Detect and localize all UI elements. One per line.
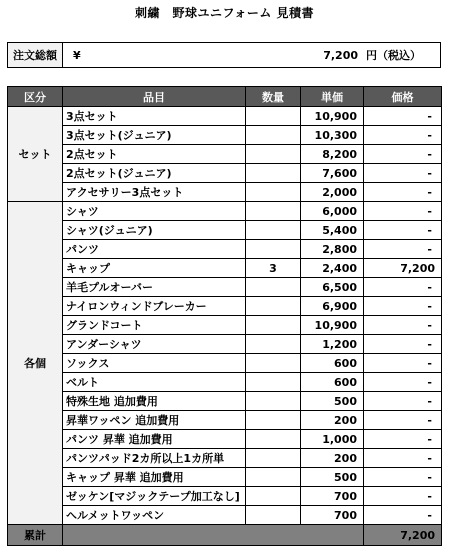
unit-price-cell: 600	[301, 373, 364, 392]
item-cell: パンツ	[63, 240, 246, 259]
table-row	[8, 164, 442, 183]
table-row	[8, 411, 442, 430]
header-item: 品目	[63, 87, 246, 107]
yen-symbol: ¥	[73, 48, 81, 62]
set-category-cell: セット	[8, 107, 63, 202]
unit-price-cell: 500	[301, 392, 364, 411]
qty-cell[interactable]	[246, 297, 301, 316]
qty-cell[interactable]: 3	[246, 259, 301, 278]
qty-cell[interactable]	[246, 240, 301, 259]
summary-fill	[63, 525, 364, 546]
qty-cell[interactable]	[246, 278, 301, 297]
qty-cell[interactable]	[246, 126, 301, 145]
table-row	[8, 259, 442, 278]
price-cell: -	[364, 126, 442, 145]
table-row	[8, 506, 442, 525]
price-cell: -	[364, 430, 442, 449]
unit-price-cell: 6,500	[301, 278, 364, 297]
qty-cell[interactable]	[246, 107, 301, 126]
table-row	[8, 487, 442, 506]
qty-cell[interactable]	[246, 335, 301, 354]
order-total-amount: 7,200	[323, 48, 358, 62]
price-cell: -	[364, 392, 442, 411]
item-cell: アンダーシャツ	[63, 335, 246, 354]
qty-cell[interactable]	[246, 145, 301, 164]
table-row	[8, 468, 442, 487]
document-title: 刺繍 野球ユニフォーム 見積書	[134, 6, 315, 20]
unit-price-cell: 500	[301, 468, 364, 487]
order-total-unit: 円（税込）	[366, 49, 421, 62]
price-cell: -	[364, 506, 442, 525]
unit-price-cell: 2,800	[301, 240, 364, 259]
qty-cell[interactable]	[246, 392, 301, 411]
item-cell: 昇華ワッペン 追加費用	[63, 411, 246, 430]
table-row	[8, 335, 442, 354]
table-row	[8, 278, 442, 297]
price-cell: -	[364, 373, 442, 392]
table-row	[8, 449, 442, 468]
price-cell: -	[364, 145, 442, 164]
qty-cell[interactable]	[246, 221, 301, 240]
price-cell: -	[364, 354, 442, 373]
price-cell: -	[364, 468, 442, 487]
unit-price-cell: 8,200	[301, 145, 364, 164]
unit-price-cell: 2,000	[301, 183, 364, 202]
order-total-label: 注文総額	[8, 43, 63, 67]
table-row	[8, 221, 442, 240]
price-cell: -	[364, 411, 442, 430]
qty-cell[interactable]	[246, 354, 301, 373]
summary-label: 累計	[8, 525, 63, 546]
item-cell: 3点セット	[63, 107, 246, 126]
qty-cell[interactable]	[246, 506, 301, 525]
summary-row	[8, 525, 442, 546]
summary-value: 7,200	[364, 525, 442, 546]
item-cell: シャツ(ジュニア)	[63, 221, 246, 240]
unit-price-cell: 600	[301, 354, 364, 373]
table-row	[8, 430, 442, 449]
unit-price-cell: 6,000	[301, 202, 364, 221]
item-cell: キャップ	[63, 259, 246, 278]
table-row	[8, 240, 442, 259]
price-cell: -	[364, 240, 442, 259]
item-cell: アクセサリー3点セット	[63, 183, 246, 202]
table-row	[8, 354, 442, 373]
item-cell: グランドコート	[63, 316, 246, 335]
unit-price-cell: 10,900	[301, 316, 364, 335]
unit-price-cell: 200	[301, 411, 364, 430]
qty-cell[interactable]	[246, 316, 301, 335]
price-cell: -	[364, 183, 442, 202]
header-price: 価格	[364, 87, 442, 107]
table-row	[8, 202, 442, 221]
item-cell: 特殊生地 追加費用	[63, 392, 246, 411]
order-total-box	[7, 42, 441, 68]
table-row	[8, 297, 442, 316]
price-cell: -	[364, 164, 442, 183]
unit-price-cell: 7,600	[301, 164, 364, 183]
price-cell: -	[364, 335, 442, 354]
table-row	[8, 183, 442, 202]
qty-cell[interactable]	[246, 449, 301, 468]
price-cell: -	[364, 487, 442, 506]
table-row	[8, 373, 442, 392]
item-cell: ソックス	[63, 354, 246, 373]
qty-cell[interactable]	[246, 183, 301, 202]
unit-price-cell: 2,400	[301, 259, 364, 278]
item-cell: 3点セット(ジュニア)	[63, 126, 246, 145]
item-cell: 2点セット	[63, 145, 246, 164]
unit-price-cell: 5,400	[301, 221, 364, 240]
unit-price-cell: 6,900	[301, 297, 364, 316]
table-row	[8, 107, 442, 126]
unit-price-cell: 1,200	[301, 335, 364, 354]
price-cell: 7,200	[364, 259, 442, 278]
header-qty: 数量	[246, 87, 301, 107]
unit-price-cell: 700	[301, 506, 364, 525]
price-cell: -	[364, 202, 442, 221]
table-row	[8, 145, 442, 164]
item-cell: 2点セット(ジュニア)	[63, 164, 246, 183]
estimate-table	[7, 86, 442, 546]
each-category-cell: 各個	[8, 202, 63, 525]
table-row	[8, 392, 442, 411]
unit-price-cell: 10,300	[301, 126, 364, 145]
qty-cell[interactable]	[246, 468, 301, 487]
item-cell: ヘルメットワッペン	[63, 506, 246, 525]
qty-cell[interactable]	[246, 373, 301, 392]
price-cell: -	[364, 449, 442, 468]
item-cell: ナイロンウィンドブレーカー	[63, 297, 246, 316]
table-row	[8, 316, 442, 335]
qty-cell[interactable]	[246, 164, 301, 183]
price-cell: -	[364, 107, 442, 126]
qty-cell[interactable]	[246, 430, 301, 449]
item-cell: キャップ 昇華 追加費用	[63, 468, 246, 487]
qty-cell[interactable]	[246, 411, 301, 430]
price-cell: -	[364, 221, 442, 240]
item-cell: パンツパッド2カ所以上1カ所単	[63, 449, 246, 468]
unit-price-cell: 700	[301, 487, 364, 506]
price-cell: -	[364, 278, 442, 297]
table-header-row	[8, 87, 442, 107]
item-cell: パンツ 昇華 追加費用	[63, 430, 246, 449]
price-cell: -	[364, 316, 442, 335]
item-cell: シャツ	[63, 202, 246, 221]
header-unit-price: 単価	[301, 87, 364, 107]
unit-price-cell: 200	[301, 449, 364, 468]
unit-price-cell: 1,000	[301, 430, 364, 449]
header-category: 区分	[8, 87, 63, 107]
qty-cell[interactable]	[246, 487, 301, 506]
item-cell: ゼッケン[マジックテープ加工なし]	[63, 487, 246, 506]
price-cell: -	[364, 297, 442, 316]
item-cell: 羊毛プルオーバー	[63, 278, 246, 297]
item-cell: ベルト	[63, 373, 246, 392]
qty-cell[interactable]	[246, 202, 301, 221]
table-row	[8, 126, 442, 145]
unit-price-cell: 10,900	[301, 107, 364, 126]
